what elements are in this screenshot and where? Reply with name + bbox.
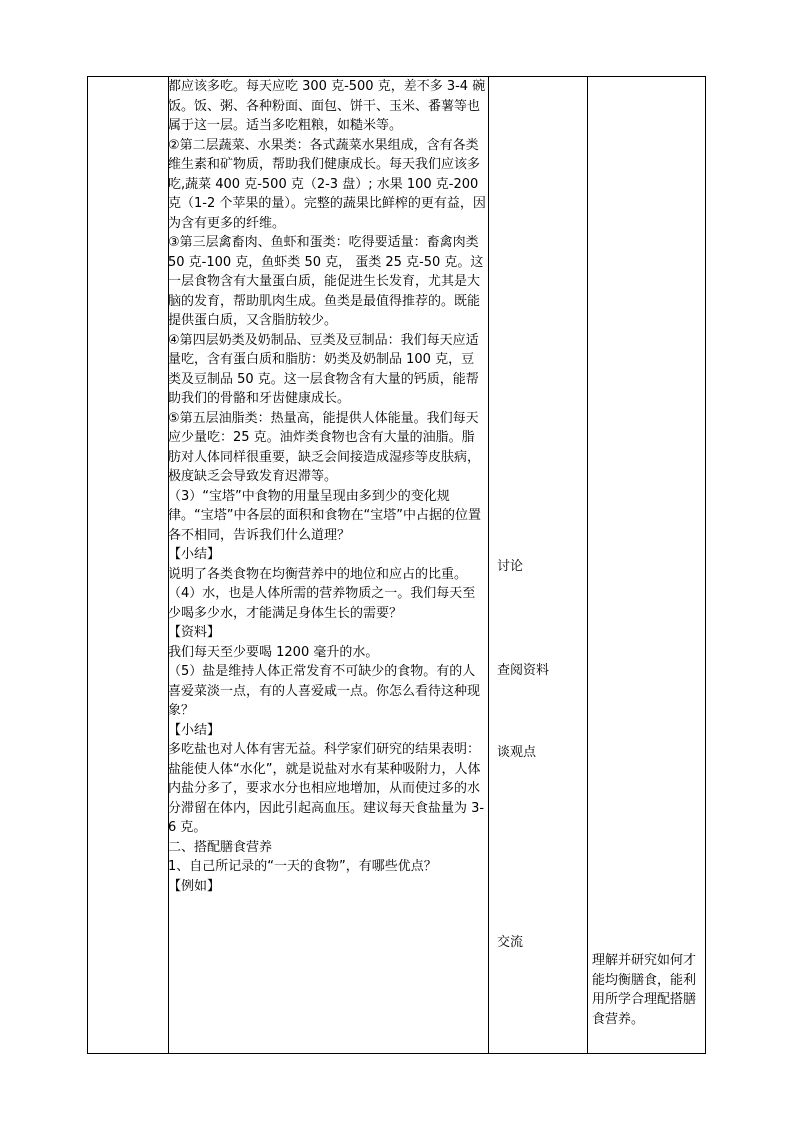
teaching-content-column	[168, 77, 486, 896]
material-heading: 【资料】	[168, 625, 221, 640]
paragraph-grain: 都应该多吃。每天应吃 300 克-500 克，差不多 3-4 碗饭。饭、粥、各种粉面、面包、饼干、玉米、番薯等也属于这一层。适当多吃粗粮，如糙米等。	[168, 79, 486, 133]
column-divider	[587, 77, 588, 1053]
activity-exchange: 交流	[497, 935, 524, 950]
paragraph-meat: ③第三层禽畜肉、鱼虾和蛋类：吃得要适量：畜禽肉类 50 克-100 克，鱼虾类 50 克， 蛋类 25 克-50 克。这一层食物含有大量蛋白质，能促进生长发育，尤其是大脑的发育，帮助肌肉生成。鱼类是最值得推荐的。既能提供蛋白质，又含脂肪较少。	[168, 235, 484, 328]
summary-salt-text: 多吃盐也对人体有害无益。科学家们研究的结果表明：盐能使人体“水化”，就是说盐对水有某种吸附力，人体内盐分多了，要求水分也相应地增加，从而使过多的水分滞留在体内，因此引起高血压。建议每天食盐量为 3-6 克。	[168, 742, 485, 835]
paragraph-vegetables: ②第二层蔬菜、水果类：各式蔬菜水果组成，含有各类维生素和矿物质，帮助我们健康成长。每天我们应该多吃,蔬菜 400 克-500 克（2-3 盘）; 水果 100 克-200 克（1-2 个苹果的量）。完整的蔬果比鲜榨的更有益，因为含有更多的纤维。	[168, 137, 486, 231]
summary-heading: 【小结】	[168, 722, 221, 738]
activity-opinion: 谈观点	[497, 745, 537, 760]
lesson-table	[87, 76, 706, 1054]
column-divider	[488, 77, 489, 1053]
activity-discuss: 讨论	[497, 559, 524, 574]
design-intent-text: 理解并研究如何才能均衡膳食，能利用所学合理配搭膳食营养。	[592, 953, 697, 1027]
paragraph-oil: ⑤第五层油脂类：热量高，能提供人体能量。我们每天应少量吃：25 克。油炸类食物也含有大量的油脂。脂肪对人体同样很重要，缺乏会间接造成湿疹等皮肤病，极度缺乏会导致发育迟滞等。	[168, 410, 481, 484]
section-heading: 二、搭配膳食营养	[168, 839, 273, 855]
question-pagoda: （3）“宝塔”中食物的用量呈现由多到少的变化规律。“宝塔”中各层的面积和食物在“宝塔”中占据的位置各不相同，告诉我们什么道理？	[168, 488, 481, 543]
material-text: 我们每天至少要喝 1200 毫升的水。	[168, 644, 379, 660]
question-salt: （5）盐是维持人体正常发育不可缺少的食物。有的人喜爱菜淡一点，有的人喜爱咸一点。你怎么看待这种现象？	[168, 664, 481, 718]
question-record: 1、自己所记录的“一天的食物”，有哪些优点？	[168, 859, 437, 874]
summary-heading: 【小结】	[168, 547, 221, 562]
paragraph-dairy: ④第四层奶类及奶制品、豆类及豆制品：我们每天应适量吃，含有蛋白质和脂肪：奶类及奶制品 100 克，豆类及豆制品 50 克。这一层食物含有大量的钙质，能帮助我们的骨骼和牙齿健康成长。	[168, 332, 479, 406]
example-heading: 【例如】	[168, 878, 221, 894]
activity-lookup: 查阅资料	[497, 663, 550, 678]
question-water: （4）水，也是人体所需的营养物质之一。我们每天至少喝多少水，才能满足身体生长的需要？	[168, 586, 476, 621]
summary-text: 说明了各类食物在均衡营养中的地位和应占的比重。	[168, 566, 468, 582]
